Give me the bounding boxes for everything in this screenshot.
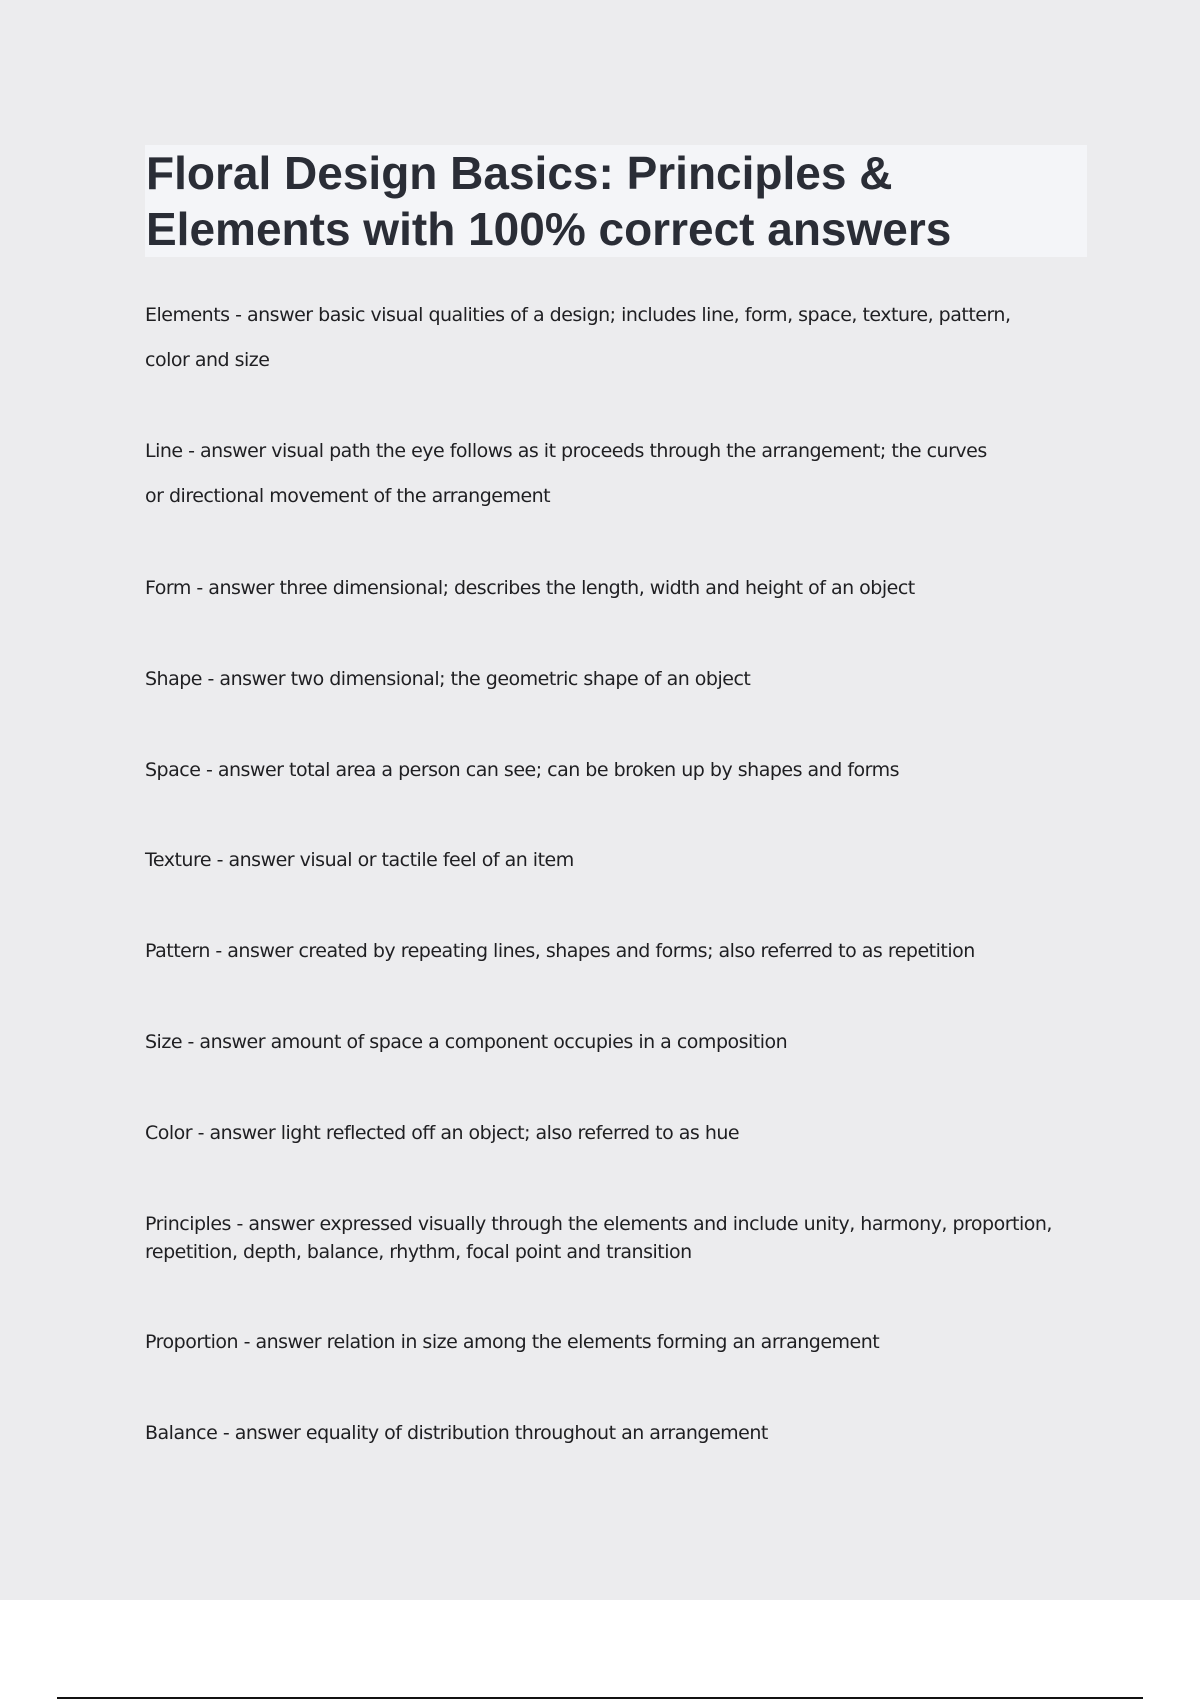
- entry-line: [145, 429, 1075, 519]
- entry-pattern: [145, 929, 1075, 974]
- entry-elements: [145, 293, 1075, 383]
- entry-text: Texture - answer visual or tactile feel of an item: [145, 849, 574, 871]
- entry-form: [145, 566, 1075, 611]
- entry-text: Principles - answer expressed visually through the elements and include unity, harmony, proportion,: [145, 1213, 1052, 1235]
- entry-text: color and size: [145, 349, 270, 371]
- entry-text: Line - answer visual path the eye follows as it proceeds through the arrangement; the curves: [145, 440, 987, 462]
- entry-text: Shape - answer two dimensional; the geometric shape of an object: [145, 668, 751, 690]
- entry-text: Elements - answer basic visual qualities of a design; includes line, form, space, texture, pattern,: [145, 304, 1011, 326]
- entry-text: Size - answer amount of space a component occupies in a composition: [145, 1031, 788, 1053]
- entry-color: [145, 1111, 1075, 1156]
- entry-text: or directional movement of the arrangement: [145, 485, 551, 507]
- entry-text: Color - answer light reflected off an object; also referred to as hue: [145, 1122, 740, 1144]
- entry-principles: [145, 1210, 1075, 1266]
- document-title: Floral Design Basics: Principles & Elements with 100% correct answers: [146, 147, 952, 255]
- entry-size: [145, 1020, 1075, 1065]
- entry-text: Pattern - answer created by repeating lines, shapes and forms; also referred to as repetition: [145, 940, 975, 962]
- entry-space: [145, 748, 1075, 793]
- entry-balance: [145, 1411, 1075, 1456]
- entry-shape: [145, 657, 1075, 702]
- entry-text: Space - answer total area a person can see; can be broken up by shapes and forms: [145, 759, 900, 781]
- entry-text: Form - answer three dimensional; describes the length, width and height of an object: [145, 577, 915, 599]
- title-block: [145, 145, 1087, 257]
- entry-text: repetition, depth, balance, rhythm, focal point and transition: [145, 1241, 692, 1263]
- entry-text: Proportion - answer relation in size among the elements forming an arrangement: [145, 1331, 880, 1353]
- entry-texture: [145, 838, 1075, 883]
- entry-proportion: [145, 1320, 1075, 1365]
- entry-text: Balance - answer equality of distribution throughout an arrangement: [145, 1422, 768, 1444]
- footer-rule: [57, 1697, 1143, 1699]
